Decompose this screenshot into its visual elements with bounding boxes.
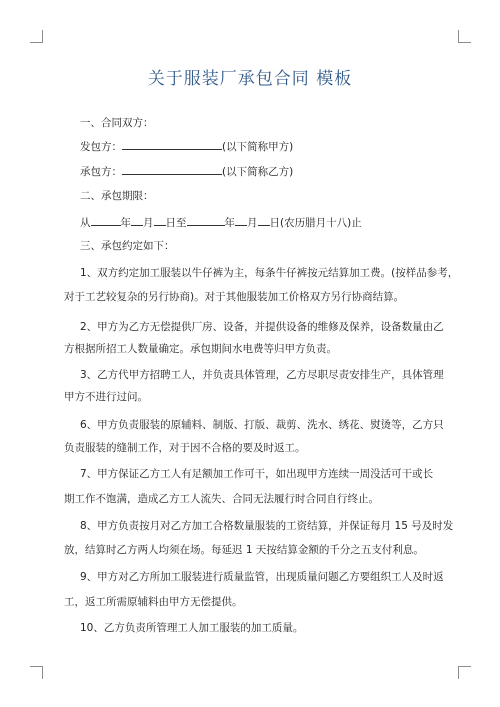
crop-mark-bottom-right bbox=[458, 666, 471, 679]
section-heading-parties: 一、合同双方： bbox=[80, 117, 154, 129]
party-a-label: 发包方： bbox=[80, 141, 122, 153]
period-year-label: 年 bbox=[120, 217, 131, 229]
clause-6-line-1: 6、甲方负责服装的原辅料、制版、打版、裁剪、洗水、绣花、熨烫等，乙方只 bbox=[80, 419, 444, 431]
party-a-suffix: (以下简称甲方) bbox=[222, 141, 294, 153]
period-month-label: 月 bbox=[143, 217, 154, 229]
start-year-blank[interactable] bbox=[91, 215, 121, 226]
clause-1-line-1: 1、双方约定加工服装以牛仔裤为主，每条牛仔裤按元结算加工费。(按样品参考， bbox=[80, 267, 459, 279]
party-a-line bbox=[80, 139, 440, 154]
clause-8-line-1: 8、甲方负责按月对乙方加工合格数量服装的工资结算，并保证每月 15 号及时发 bbox=[80, 520, 454, 532]
party-b-blank[interactable] bbox=[122, 164, 222, 175]
period-year-label-2: 年 bbox=[224, 217, 235, 229]
clause-2-line-1: 2、甲方为乙方无偿提供厂房、设备，并提供设备的维修及保养，设备数量由乙 bbox=[80, 321, 444, 333]
end-year-blank[interactable] bbox=[187, 215, 225, 226]
period-line bbox=[80, 215, 440, 230]
clause-7-line-1: 7、甲方保证乙方工人有足额加工作可干，如出现甲方连续一周没活可干或长 bbox=[80, 468, 434, 480]
party-b-suffix: (以下简称乙方) bbox=[222, 166, 294, 178]
clause-3-line-1: 3、乙方代甲方招聘工人，并负责具体管理，乙方尽职尽责安排生产，具体管理 bbox=[80, 369, 444, 381]
start-month-blank[interactable] bbox=[131, 215, 143, 226]
clause-3-line-2: 甲方不进行过问。 bbox=[64, 391, 148, 403]
period-end-day: 日(农历腊月十八)止 bbox=[269, 217, 362, 229]
section-heading-period: 二、承包期限： bbox=[80, 190, 154, 202]
crop-mark-top-right bbox=[458, 30, 471, 43]
clause-9-line-2: 工，返工所需原辅料由甲方无偿提供。 bbox=[64, 596, 243, 608]
period-day-to: 日至 bbox=[165, 217, 187, 229]
clause-8-line-2: 放，结算时乙方两人均须在场。每延迟 1 天按结算金额的千分之五支付利息。 bbox=[64, 544, 424, 556]
clause-9-line-1: 9、甲方对乙方所加工服装进行质量监管，出现质量问题乙方要组织工人及时返 bbox=[80, 571, 444, 583]
crop-mark-top-left bbox=[30, 30, 43, 43]
period-month-label-2: 月 bbox=[247, 217, 258, 229]
document-title: 关于服装厂承包合同 模板 bbox=[147, 69, 353, 89]
clause-10-line-1: 10、乙方负责所管理工人加工服装的加工质量。 bbox=[80, 622, 304, 634]
party-b-line bbox=[80, 164, 440, 179]
section-heading-terms: 三、承包约定如下： bbox=[80, 240, 175, 252]
clause-2-line-2: 方根据所招工人数量确定。承包期间水电费等归甲方负责。 bbox=[64, 343, 337, 355]
end-month-blank[interactable] bbox=[235, 215, 247, 226]
clause-7-line-2: 期工作不饱满，造成乙方工人流失、合同无法履行时合同自行终止。 bbox=[64, 493, 379, 505]
start-day-blank[interactable] bbox=[154, 215, 166, 226]
party-a-blank[interactable] bbox=[122, 139, 222, 150]
period-from: 从 bbox=[80, 217, 91, 229]
party-b-label: 承包方： bbox=[80, 166, 122, 178]
clause-1-line-2: 对于工艺较复杂的另行协商)。对于其他服装加工价格双方另行协商结算。 bbox=[64, 291, 405, 303]
end-day-blank[interactable] bbox=[258, 215, 270, 226]
clause-6-line-2: 负责服装的缝制工作，对于因不合格的要及时返工。 bbox=[64, 442, 306, 454]
crop-mark-bottom-left bbox=[30, 666, 43, 679]
